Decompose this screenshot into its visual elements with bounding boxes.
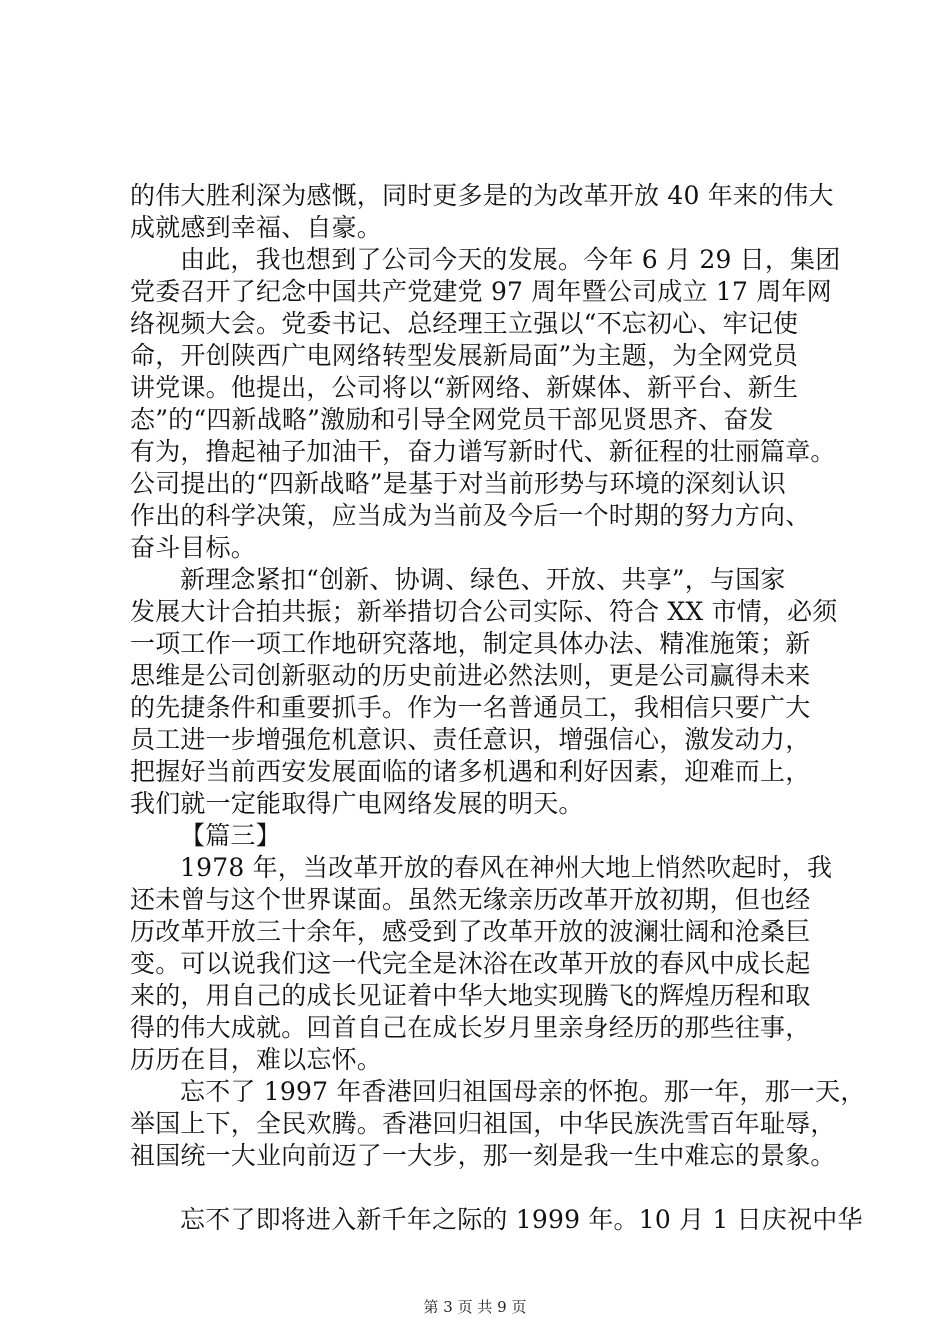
text-line: 历改革开放三十余年，感受到了改革开放的波澜壮阔和沧桑巨 [130,917,811,946]
text-line: 来的，用自己的成长见证着中华大地实现腾飞的辉煌历程和取 [130,981,811,1010]
text-line: 奋斗目标。 [130,533,257,562]
text-line: 有为，撸起袖子加油干，奋力谱写新时代、新征程的壮丽篇章。 [130,437,836,466]
text-line: 还未曾与这个世界谋面。虽然无缘亲历改革开放初期，但也经 [130,885,811,914]
text-line: 作出的科学决策，应当成为当前及今后一个时期的努力方向、 [130,501,811,530]
text-line: 员工进一步增强危机意识、责任意识，增强信心，激发动力， [130,725,811,754]
text-line: 变。可以说我们这一代完全是沐浴在改革开放的春风中成长起 [130,949,811,978]
text-line: 络视频大会。党委书记、总经理王立强以“不忘初心、牢记使 [130,309,799,338]
text-line: 由此，我也想到了公司今天的发展。今年 6 月 29 日，集团 [180,245,841,274]
text-line: 讲党课。他提出，公司将以“新网络、新媒体、新平台、新生 [130,373,799,402]
section-heading: 【篇三】 [180,821,281,850]
text-line: 态”的“四新战略”激励和引导全网党员干部见贤思齐、奋发 [130,405,774,434]
text-line: 新理念紧扣“创新、协调、绿色、开放、共享”，与国家 [180,565,786,594]
text-line: 历历在目，难以忘怀。 [130,1045,383,1074]
text-line: 把握好当前西安发展面临的诸多机遇和利好因素，迎难而上， [130,757,811,786]
text-line: 公司提出的“四新战略”是基于对当前形势与环境的深刻认识 [130,469,786,498]
page-number-footer: 第 3 页 共 9 页 [423,1298,527,1316]
text-line: 发展大计合拍共振；新举措切合公司实际、符合 XX 市情，必须 [130,597,838,626]
text-line: 的先捷条件和重要抓手。作为一名普通员工，我相信只要广大 [130,693,811,722]
text-line: 一项工作一项工作地研究落地，制定具体办法、精准施策；新 [130,629,811,658]
text-line: 忘不了即将进入新千年之际的 1999 年。10 月 1 日庆祝中华 [180,1205,863,1234]
text-line: 党委召开了纪念中国共产党建党 97 周年暨公司成立 17 周年网 [130,277,832,306]
text-line: 举国上下，全民欢腾。香港回归祖国，中华民族洗雪百年耻辱， [130,1109,836,1138]
text-line: 的伟大胜利深为感慨，同时更多是的为改革开放 40 年来的伟大 [130,181,834,210]
text-line: 思维是公司创新驱动的历史前进必然法则，更是公司赢得未来 [130,661,811,690]
text-line: 我们就一定能取得广电网络发展的明天。 [130,789,584,818]
text-line: 命，开创陕西广电网络转型发展新局面”为主题，为全网党员 [130,341,799,370]
text-line: 祖国统一大业向前迈了一大步，那一刻是我一生中难忘的景象。 [130,1141,836,1170]
text-line: 成就感到幸福、自豪。 [130,213,383,242]
text-line: 忘不了 1997 年香港回归祖国母亲的怀抱。那一年，那一天， [180,1077,866,1106]
text-line: 得的伟大成就。回首自己在成长岁月里亲身经历的那些往事， [130,1013,811,1042]
text-line: 1978 年，当改革开放的春风在神州大地上悄然吹起时，我 [180,853,833,882]
